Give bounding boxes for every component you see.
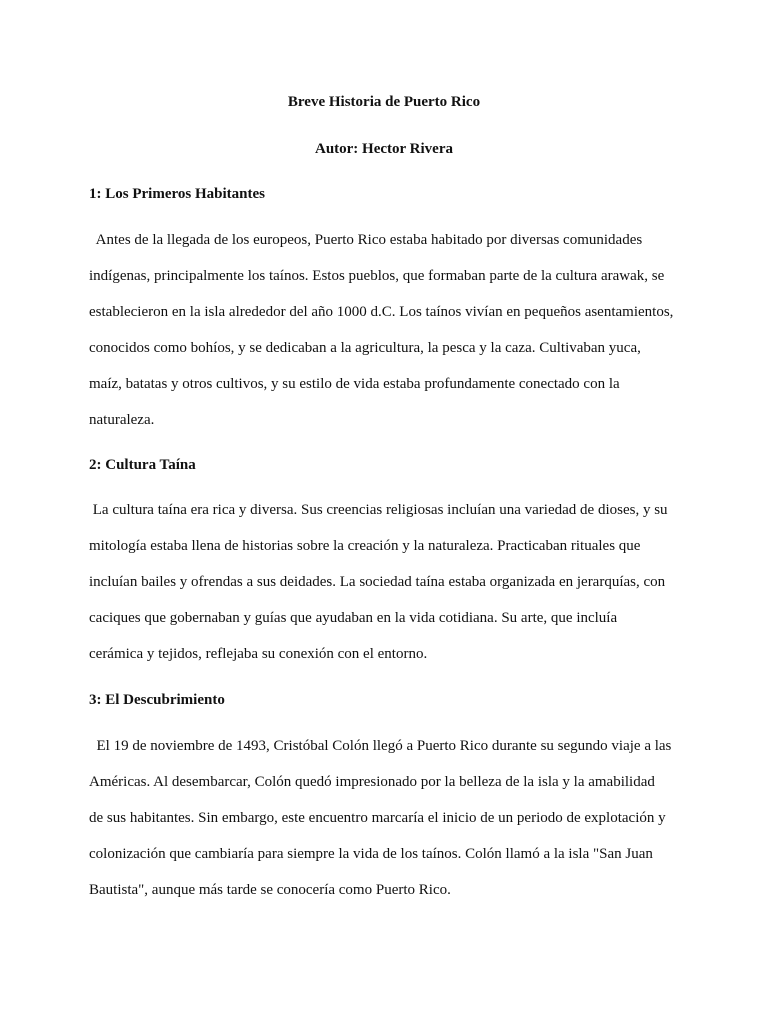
section-paragraph-descubrimiento	[89, 736, 689, 916]
paragraph-line: cerámica y tejidos, reflejaba su conexión con el entorno.	[89, 646, 428, 662]
paragraph-line: colonización que cambiaría para siempre la vida de los taínos. Colón llamó a la isla "San Juan	[89, 846, 653, 862]
paragraph-line: Bautista", aunque más tarde se conocería como Puerto Rico.	[89, 882, 451, 898]
paragraph-line: de sus habitantes. Sin embargo, este encuentro marcaría el inicio de un periodo de explotación y	[89, 810, 666, 826]
document-title: Breve Historia de Puerto Rico	[287, 94, 481, 110]
paragraph-line: naturaleza.	[89, 412, 155, 428]
paragraph-line: Antes de la llegada de los europeos, Puerto Rico estaba habitado por diversas comunidades	[89, 232, 643, 248]
paragraph-line: maíz, batatas y otros cultivos, y su estilo de vida estaba profundamente conectado con la	[89, 376, 620, 392]
document-author: Autor: Hector Rivera	[314, 141, 453, 157]
paragraph-line: mitología estaba llena de historias sobre la creación y la naturaleza. Practicaban rituales que	[89, 538, 641, 554]
paragraph-line: La cultura taína era rica y diversa. Sus creencias religiosas incluían una variedad de dioses, y su	[89, 502, 668, 518]
paragraph-line: establecieron en la isla alrededor del año 1000 d.C. Los taínos vivían en pequeños asentamientos,	[89, 304, 674, 320]
section-heading-primeros-habitantes: 1: Los Primeros Habitantes	[89, 186, 265, 202]
paragraph-line: conocidos como bohíos, y se dedicaban a la agricultura, la pesca y la caza. Cultivaban yuca,	[89, 340, 641, 356]
section-paragraph-primeros-habitantes	[89, 230, 689, 446]
section-paragraph-cultura-taina	[89, 500, 689, 680]
section-heading-cultura-taina: 2: Cultura Taína	[89, 457, 196, 473]
section-heading-descubrimiento: 3: El Descubrimiento	[89, 692, 225, 708]
paragraph-line: indígenas, principalmente los taínos. Estos pueblos, que formaban parte de la cultura arawak, se	[89, 268, 665, 284]
paragraph-line: incluían bailes y ofrendas a sus deidades. La sociedad taína estaba organizada en jerarquías, con	[89, 574, 666, 590]
paragraph-line: Américas. Al desembarcar, Colón quedó impresionado por la belleza de la isla y la amabilidad	[89, 774, 655, 790]
paragraph-line: caciques que gobernaban y guías que ayudaban en la vida cotidiana. Su arte, que incluía	[89, 610, 618, 626]
paragraph-line: El 19 de noviembre de 1493, Cristóbal Colón llegó a Puerto Rico durante su segundo viaje a las	[89, 738, 672, 754]
